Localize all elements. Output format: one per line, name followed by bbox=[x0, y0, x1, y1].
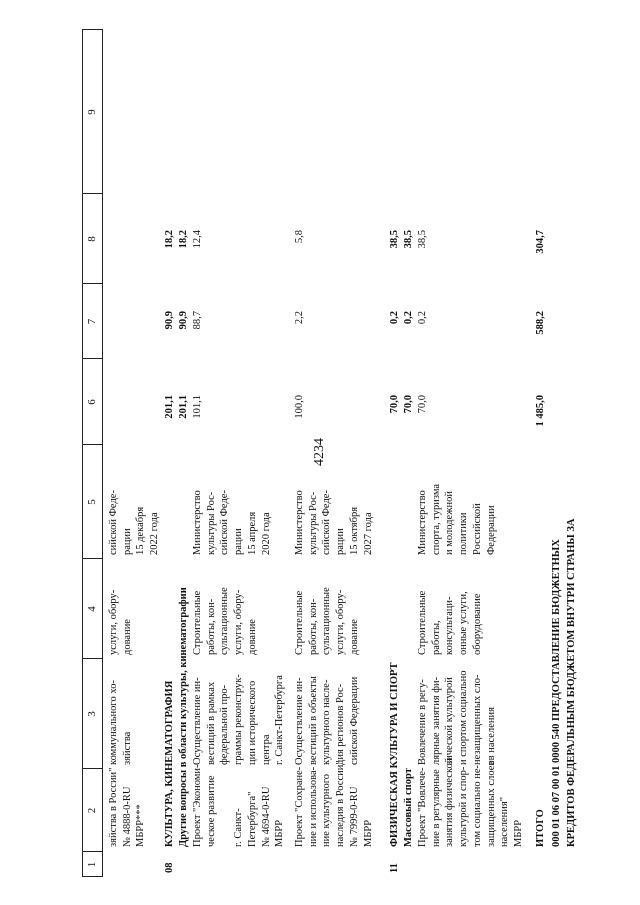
project-purpose: Вовлечение в регу- лярные занятия фи- зической культурой и спортом социально незащищенных сло- ев населения bbox=[417, 670, 497, 765]
subsection-total-col6: 70,0 bbox=[403, 395, 414, 414]
project-agreement: Министерство спорта, туризма и молодежной политики Российской Федерации bbox=[417, 483, 497, 555]
subsection-total-col6: 201,1 bbox=[178, 395, 189, 419]
section-total-col6: 70,0 bbox=[389, 395, 400, 414]
project-works: Строительные работы, консультаци- онные услуги, оборудование bbox=[417, 590, 483, 655]
column-number-7: 7 bbox=[86, 318, 98, 325]
project-purpose: Осуществление ин- вестиций в рамках федеральной про- граммы реконструк- ции исторического центра г. Санкт-Петербурга bbox=[192, 674, 286, 765]
project-name: Проект "Вовлече- ние в регулярные занятия физической культурой и спор- том социально не- защищенных слоев населения" МБРР bbox=[417, 757, 524, 847]
grand-total-col6: 1 485,0 bbox=[535, 395, 546, 427]
section-title: КУЛЬТУРА, КИНЕМАТОГРАФИЯ bbox=[164, 680, 175, 847]
section-total-col8: 38,5 bbox=[389, 230, 400, 249]
project-value-col7: 0,2 bbox=[417, 311, 428, 325]
project-agreement: Министерство культуры Рос- сийской Феде- рации 15 апреля 2020 года bbox=[192, 490, 272, 555]
footer-heading-line-2: КРЕДИТОВ ФЕДЕРАЛЬНЫМ БЮДЖЕТОМ ВНУТРИ СТРАНЫ ЗА bbox=[566, 518, 577, 847]
budget-table bbox=[82, 29, 612, 877]
project-name: Проект "Экономи- ческое развитие г. Санкт- Петербурга" № 4694-0-RU МБРР bbox=[192, 764, 286, 847]
subsection-total-col7: 0,2 bbox=[403, 311, 414, 325]
section-total-col7: 0,2 bbox=[389, 311, 400, 325]
section-total-col6: 201,1 bbox=[164, 395, 175, 419]
column-number-8: 8 bbox=[86, 236, 98, 242]
page-number: 4234 bbox=[312, 438, 327, 466]
header-bottom-rule bbox=[102, 29, 103, 877]
carryover-works: услуги, обору- дование bbox=[108, 589, 133, 655]
carryover-agreement: сийской Феде- рации 15 декабря 2022 года bbox=[108, 490, 161, 555]
section-subtitle: Массовый спорт bbox=[403, 768, 414, 847]
section-code: 08 bbox=[164, 862, 175, 873]
column-number-2: 2 bbox=[86, 807, 98, 814]
project-name: Проект "Сохране- ние и использова- ние культурного наследия в России" № 7999-0-RU МБРР bbox=[294, 760, 374, 847]
project-purpose: Осуществление ин- вестиций в объекты культурного насле- дия регионов Рос- сийской Федерации bbox=[294, 676, 360, 765]
subsection-total-col8: 18,2 bbox=[178, 230, 189, 249]
project-agreement: Министерство культуры Рос- сийской Феде- рации 15 октября 2027 года bbox=[294, 490, 374, 555]
section-title: ФИЗИЧЕСКАЯ КУЛЬТУРА И СПОРТ bbox=[389, 662, 400, 847]
project-value-col8: 5,8 bbox=[294, 230, 305, 244]
subsection-total-col8: 38,5 bbox=[403, 230, 414, 249]
section-total-col7: 90,9 bbox=[164, 311, 175, 330]
project-value-col6: 100,0 bbox=[294, 395, 305, 419]
grand-total-col7: 588,2 bbox=[535, 311, 546, 335]
project-works: Строительные работы, кон- сультационные услуги, обору- дование bbox=[192, 587, 258, 655]
project-value-col6: 101,1 bbox=[192, 395, 203, 419]
project-works: Строительные работы, кон- сультационные услуги, обору- дование bbox=[294, 587, 360, 655]
column-number-6: 6 bbox=[86, 399, 98, 405]
column-number-3: 3 bbox=[86, 711, 98, 717]
carryover-purpose: коммунального хо- зяйства bbox=[108, 680, 133, 765]
section-total-col8: 18,2 bbox=[164, 230, 175, 249]
column-number-4: 4 bbox=[86, 606, 98, 612]
column-number-5: 5 bbox=[86, 499, 98, 505]
column-number-9: 9 bbox=[86, 109, 98, 115]
grand-total-label: ИТОГО bbox=[535, 809, 546, 847]
project-value-col8: 38,5 bbox=[417, 230, 428, 249]
project-value-col7: 2,2 bbox=[294, 311, 305, 325]
project-value-col6: 70,0 bbox=[417, 395, 428, 414]
project-value-col7: 88,7 bbox=[192, 311, 203, 330]
column-number-1: 1 bbox=[86, 861, 98, 868]
section-code: 11 bbox=[389, 863, 400, 873]
section-subtitle: Другие вопросы в области культуры, кинематографии bbox=[178, 587, 189, 847]
project-value-col8: 12,4 bbox=[192, 230, 203, 249]
footer-heading-line-1: 000 01 06 07 00 01 0000 540 ПРЕДОСТАВЛЕНИЕ БЮДЖЕТНЫХ bbox=[551, 539, 562, 847]
carryover-project-name: зяйства в России" № 4888-0-RU МБРР*** bbox=[108, 767, 147, 847]
subsection-total-col7: 90,9 bbox=[178, 311, 189, 330]
grand-total-col8: 304,7 bbox=[535, 230, 546, 254]
